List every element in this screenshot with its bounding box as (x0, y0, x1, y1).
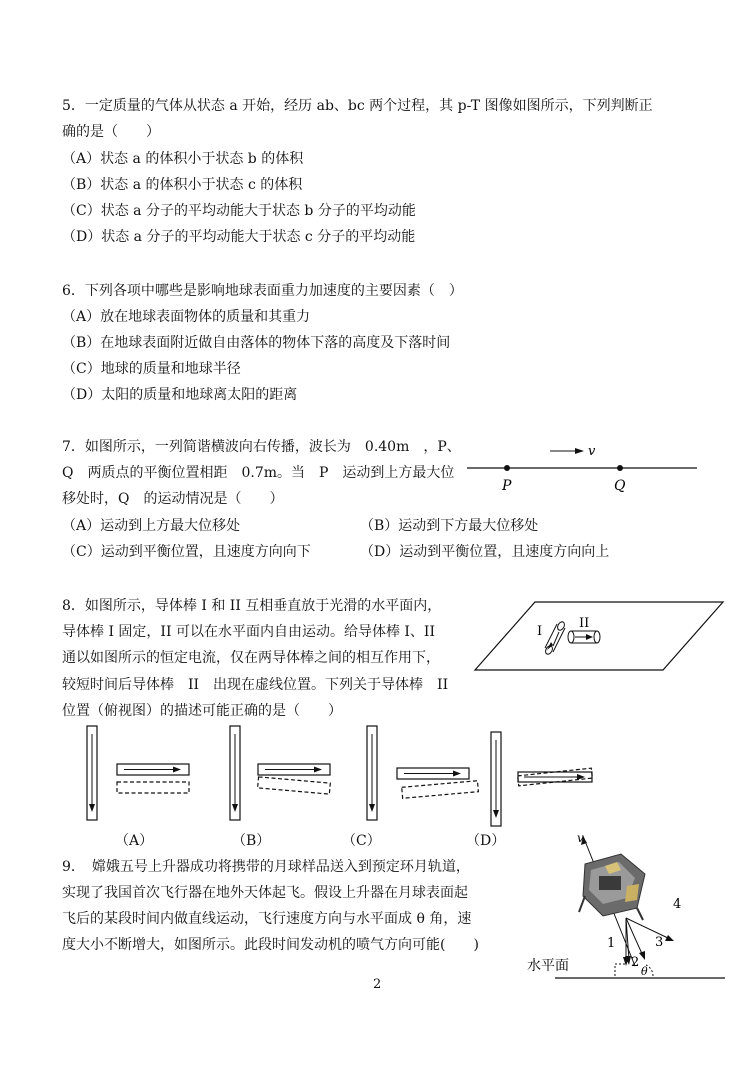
lander-image (579, 854, 645, 920)
q9-label-3: 3 (655, 935, 664, 950)
q8-option-b-figure (225, 724, 355, 834)
q8-stem-line2: 导体棒 I 固定，II 可以在水平面内自由运动。给导体棒 I、II (62, 624, 435, 640)
q9-stem-line2: 实现了我国首次飞行器在地外天体起飞。假设上升器在月球表面起 (62, 885, 468, 901)
q7-label-v: v (588, 444, 596, 459)
q7-arrow-head (575, 448, 584, 454)
q9-label-ground: 水平面 (527, 958, 569, 974)
q8-setup-figure (473, 598, 733, 673)
q8-option-a-label: （A） (115, 833, 154, 849)
q5-option-a: （A）状态 a 的体积小于状态 b 的体积 (62, 151, 304, 167)
q7-option-a: （A）运动到上方最大位移处 (62, 518, 241, 534)
q6-option-c: （C）地球的质量和地球半径 (62, 361, 241, 377)
q9-label-2: 2 (631, 955, 640, 970)
q5-option-b: （B）状态 a 的体积小于状态 c 的体积 (62, 177, 303, 193)
q8-option-c-label: （C） (342, 833, 381, 849)
q6-stem: 6．下列各项中哪些是影响地球表面重力加速度的主要因素（ ） (62, 283, 463, 299)
q5-option-c: （C）状态 a 分子的平均动能大于状态 b 分子的平均动能 (62, 203, 416, 219)
q5-stem-line2: 确的是（ ） (62, 124, 160, 140)
q8-stem-line1: 8．如图所示，导体棒 I 和 II 互相垂直放于光滑的水平面内， (62, 598, 442, 614)
q5-stem-line1: 5．一定质量的气体从状态 a 开始，经历 ab、bc 两个过程，其 p-T 图像如图所示，下列判断正 (62, 98, 653, 114)
q7-label-p: P (502, 478, 512, 494)
q8-option-a-figure (82, 724, 212, 834)
q8-stem-line4: 较短时间后导体棒 II 出现在虚线位置。下列关于导体棒 II (62, 677, 449, 693)
q9-label-1: 1 (607, 936, 616, 951)
q7-wave-figure (462, 438, 702, 498)
q8-rod-i (544, 621, 566, 656)
q7-option-b: （B）运动到下方最大位移处 (360, 518, 539, 534)
q9-label-4: 4 (673, 897, 682, 912)
q7-point-q (617, 465, 623, 471)
q8-stem-line3: 通以如图所示的恒定电流，仅在两导体棒之间的相互作用下， (62, 650, 440, 666)
q9-stem-line1: 9． 嫦娥五号上升器成功将携带的月球样品送入到预定环月轨道， (62, 859, 470, 875)
q7-label-q: Q (614, 478, 626, 494)
q7-stem-line1: 7．如图所示，一列简谐横波向右传播，波长为 0.40m ，P、 (62, 439, 461, 455)
q6-option-a: （A）放在地球表面物体的质量和其重力 (62, 309, 311, 325)
q8-rod-ii (568, 631, 600, 643)
page-number: 2 (373, 977, 382, 992)
q7-option-c: （C）运动到平衡位置，且速度方向向下 (62, 544, 311, 560)
q9-direction-4 (626, 918, 670, 939)
q8-option-b-label: （B） (232, 833, 271, 849)
q7-stem-line3: 移处时，Q 的运动情况是（ ） (62, 491, 284, 507)
q6-option-b: （B）在地球表面附近做自由落体的物体下落的高度及下落时间 (62, 335, 451, 351)
q9-label-v: v (577, 831, 584, 845)
q7-point-p (504, 465, 510, 471)
q9-lander-figure (525, 826, 725, 986)
q8-option-c-figure (362, 724, 502, 834)
q9-label-theta: θ (641, 965, 648, 978)
q8-label-i: I (537, 624, 543, 639)
q7-option-d: （D）运动到平衡位置，且速度方向向上 (360, 544, 610, 560)
q6-option-d: （D）太阳的质量和地球离太阳的距离 (62, 387, 298, 403)
q8-option-d-label: （D） (466, 833, 506, 849)
q8-option-d-figure (486, 728, 616, 838)
q8-label-ii: II (579, 616, 590, 631)
q9-stem-line3: 飞后的某段时间内做直线运动，飞行速度方向与水平面成 θ 角，速 (62, 911, 472, 927)
q8-stem-line5: 位置（俯视图）的描述可能正确的是（ ） (62, 703, 342, 719)
q9-stem-line4: 度大小不断增大，如图所示。此段时间发动机的喷气方向可能( ) (62, 937, 479, 953)
q5-option-d: （D）状态 a 分子的平均动能大于状态 c 分子的平均动能 (62, 229, 416, 245)
q7-stem-line2: Q 两质点的平衡位置相距 0.7m。当 P 运动到上方最大位 (62, 465, 455, 481)
